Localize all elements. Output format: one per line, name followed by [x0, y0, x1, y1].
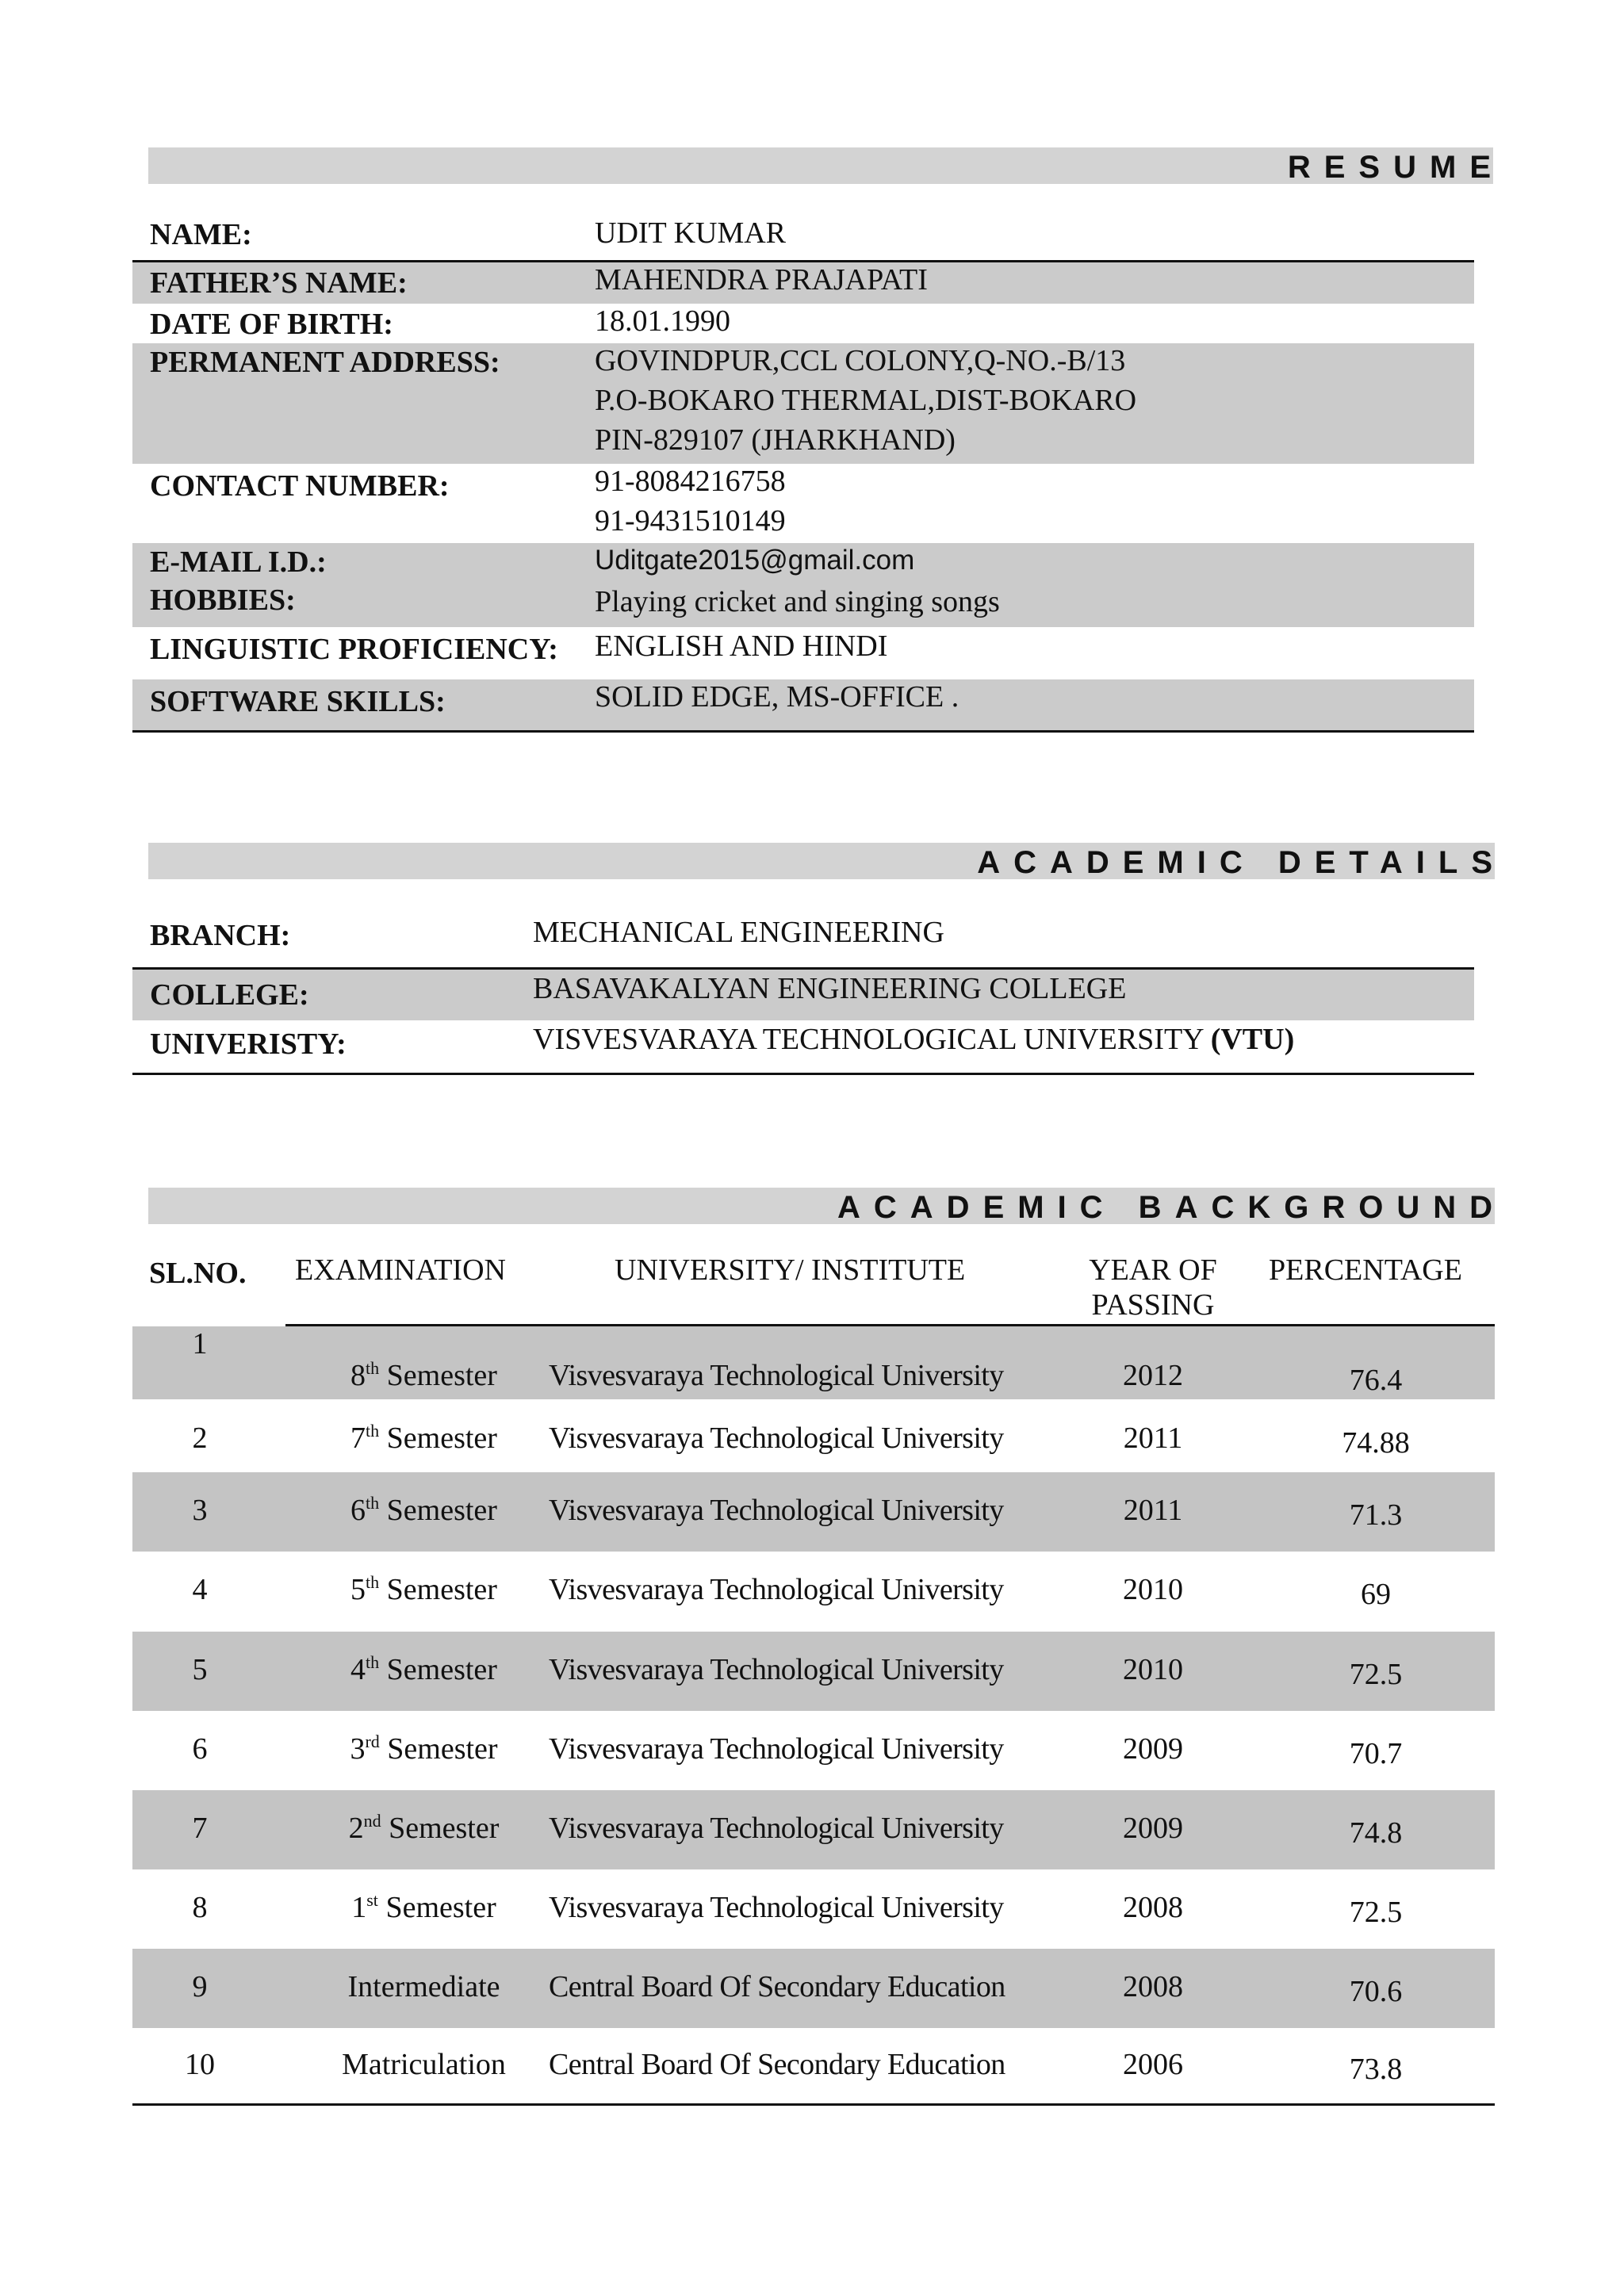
cell-examination: [311, 1493, 537, 1528]
cell-year: 2010: [1123, 1653, 1183, 1686]
resume-header-bar: [148, 147, 1504, 185]
exam-number: 4: [350, 1653, 366, 1686]
address-label: PERMANENT ADDRESS:: [150, 346, 500, 379]
exam-text: Semester: [379, 1573, 497, 1606]
table-row: [132, 1949, 1495, 2028]
cell-sl-no: 10: [185, 2048, 215, 2081]
col-header-percentage: PERCENTAGE: [1269, 1253, 1462, 1287]
cell-institute: Visvesvaraya Technological University: [549, 1494, 1004, 1527]
name-row: [132, 212, 1474, 262]
exam-text: Semester: [379, 1653, 497, 1686]
cell-percentage: 72.5: [1349, 1658, 1403, 1691]
hobbies-value: Playing cricket and singing songs: [595, 585, 1000, 618]
academic-background-title: ACADEMIC BACKGROUND: [837, 1190, 1506, 1225]
contact-label: CONTACT NUMBER:: [150, 469, 450, 503]
name-value: UDIT KUMAR: [595, 216, 787, 250]
hobbies-label: HOBBIES:: [150, 584, 296, 617]
contact-line-1: 91-8084216758: [595, 465, 786, 498]
software-row: [132, 679, 1474, 730]
cell-examination: [311, 1652, 537, 1687]
cell-year: 2011: [1123, 1422, 1183, 1455]
cell-examination: [311, 1572, 537, 1607]
address-line-3: PIN-829107 (JHARKHAND): [595, 423, 956, 457]
cell-examination: Matriculation: [342, 2048, 506, 2081]
academic-details-header-bar: [148, 843, 1506, 880]
table-row: [132, 1632, 1495, 1711]
academic-details-bottom-rule: [132, 1073, 1474, 1075]
table-row: [132, 1552, 1495, 1631]
college-value: BASAVAKALYAN ENGINEERING COLLEGE: [533, 972, 1127, 1005]
cell-examination: [311, 1421, 537, 1456]
exam-number: 3: [350, 1732, 366, 1766]
cell-institute: Central Board Of Secondary Education: [549, 2048, 1005, 2081]
table-bottom-rule: [132, 2103, 1495, 2106]
cell-percentage: 74.8: [1349, 1816, 1403, 1850]
cell-institute: Visvesvaraya Technological University: [549, 1891, 1004, 1924]
col-header-exam: EXAMINATION: [295, 1253, 506, 1287]
table-row: [132, 1711, 1495, 1790]
exam-number: 7: [350, 1422, 366, 1455]
cell-sl-no: 5: [192, 1653, 208, 1686]
cell-year: 2008: [1123, 1891, 1183, 1924]
cell-percentage: 71.3: [1349, 1498, 1403, 1532]
exam-text: Semester: [379, 1359, 497, 1392]
software-value: SOLID EDGE, MS-OFFICE .: [595, 680, 959, 714]
university-value: [533, 1022, 1294, 1057]
linguistic-value: ENGLISH AND HINDI: [595, 629, 888, 663]
cell-institute: Visvesvaraya Technological University: [549, 1812, 1004, 1845]
exam-number: 1: [351, 1891, 367, 1924]
father-label: FATHER’S NAME:: [150, 266, 408, 300]
dob-label: DATE OF BIRTH:: [150, 308, 393, 341]
linguistic-label: LINGUISTIC PROFICIENCY:: [150, 633, 558, 666]
cell-year: 2011: [1123, 1494, 1183, 1527]
personal-bottom-rule: [132, 730, 1474, 733]
cell-examination: [311, 1890, 537, 1925]
email-label: E-MAIL I.D.:: [150, 545, 327, 579]
exam-number: 2: [348, 1812, 364, 1845]
cell-percentage: 72.5: [1349, 1896, 1403, 1929]
address-line-1: GOVINDPUR,CCL COLONY,Q-NO.-B/13: [595, 344, 1126, 377]
exam-ordinal-suffix: th: [366, 1358, 380, 1378]
cell-institute: Visvesvaraya Technological University: [549, 1422, 1004, 1455]
exam-text: Semester: [379, 1732, 498, 1766]
cell-sl-no: 3: [192, 1494, 208, 1527]
university-label: UNIVERISTY:: [150, 1027, 347, 1061]
cell-percentage: 69: [1361, 1578, 1391, 1611]
table-row: [132, 1869, 1495, 1949]
branch-row: [132, 912, 1474, 967]
cell-year: 2012: [1123, 1359, 1183, 1392]
table-row: [132, 2028, 1495, 2103]
dob-value: 18.01.1990: [595, 304, 730, 338]
cell-examination: [311, 1732, 537, 1766]
exam-number: 6: [350, 1494, 366, 1527]
father-row: [132, 262, 1474, 304]
academic-background-header-bar: [148, 1188, 1506, 1225]
contact-row: [132, 464, 1474, 543]
branch-value: MECHANICAL ENGINEERING: [533, 916, 944, 949]
university-row: [132, 1020, 1474, 1073]
cell-year: 2010: [1123, 1573, 1183, 1606]
cell-examination: [311, 1358, 537, 1393]
exam-number: 8: [350, 1359, 366, 1392]
col-header-sl: SL.NO.: [149, 1257, 247, 1290]
cell-percentage: 70.6: [1349, 1975, 1403, 2008]
exam-ordinal-suffix: th: [366, 1493, 380, 1513]
email-hobbies-row: [132, 543, 1474, 627]
cell-percentage: 73.8: [1349, 2053, 1403, 2086]
father-value: MAHENDRA PRAJAPATI: [595, 263, 928, 297]
table-row: [132, 1326, 1495, 1399]
email-value: Uditgate2015@gmail.com: [595, 545, 915, 576]
exam-ordinal-suffix: nd: [363, 1811, 381, 1831]
cell-year: 2008: [1123, 1970, 1183, 2003]
cell-year: 2009: [1123, 1732, 1183, 1766]
exam-ordinal-suffix: st: [366, 1890, 378, 1910]
cell-institute: Visvesvaraya Technological University: [549, 1732, 1004, 1766]
cell-sl-no: 2: [192, 1422, 208, 1455]
address-row: [132, 343, 1474, 464]
exam-text: Semester: [379, 1422, 497, 1455]
col-header-institute: UNIVERSITY/ INSTITUTE: [615, 1253, 966, 1287]
cell-sl-no: 9: [192, 1970, 208, 2003]
exam-text: Semester: [379, 1494, 497, 1527]
exam-text: Semester: [381, 1812, 500, 1845]
col-header-year: [1055, 1253, 1251, 1322]
academic-details-title: ACADEMIC DETAILS: [977, 845, 1506, 880]
university-abbr: (VTU): [1210, 1023, 1295, 1056]
address-line-2: P.O-BOKARO THERMAL,DIST-BOKARO: [595, 384, 1137, 417]
cell-year: 2009: [1123, 1812, 1183, 1845]
contact-line-2: 91-9431510149: [595, 504, 786, 538]
cell-percentage: 74.88: [1342, 1426, 1410, 1460]
cell-sl-no: 7: [192, 1812, 208, 1845]
exam-ordinal-suffix: th: [366, 1421, 380, 1441]
exam-ordinal-suffix: th: [366, 1572, 380, 1592]
college-row: [132, 970, 1474, 1020]
cell-examination: Intermediate: [347, 1970, 500, 2003]
col-header-year-line1: YEAR OF: [1089, 1253, 1217, 1287]
cell-institute: Visvesvaraya Technological University: [549, 1573, 1004, 1606]
branch-label: BRANCH:: [150, 919, 291, 952]
exam-ordinal-suffix: th: [366, 1652, 380, 1672]
cell-institute: Visvesvaraya Technological University: [549, 1653, 1004, 1686]
cell-institute: Visvesvaraya Technological University: [549, 1359, 1004, 1392]
software-label: SOFTWARE SKILLS:: [150, 685, 446, 718]
table-row: [132, 1790, 1495, 1869]
cell-examination: [311, 1811, 537, 1846]
cell-sl-no: 6: [192, 1732, 208, 1766]
table-row: [132, 1472, 1495, 1552]
dob-row: [132, 304, 1474, 343]
col-header-year-line2: PASSING: [1091, 1288, 1215, 1322]
table-row: [132, 1407, 1495, 1472]
linguistic-row: [132, 627, 1474, 679]
cell-sl-no: 8: [192, 1891, 208, 1924]
exam-number: 5: [350, 1573, 366, 1606]
exam-ordinal-suffix: rd: [365, 1732, 380, 1751]
cell-year: 2006: [1123, 2048, 1183, 2081]
cell-sl-no: 4: [192, 1573, 208, 1606]
exam-text: Semester: [377, 1891, 496, 1924]
university-name: VISVESVARAYA TECHNOLOGICAL UNIVERSITY: [533, 1023, 1204, 1056]
resume-title: RESUME: [1287, 150, 1504, 185]
cell-percentage: 76.4: [1349, 1364, 1403, 1397]
cell-percentage: 70.7: [1349, 1737, 1403, 1770]
college-label: COLLEGE:: [150, 978, 309, 1012]
cell-sl-no: 1: [192, 1327, 208, 1360]
name-label: NAME:: [150, 218, 252, 251]
cell-institute: Central Board Of Secondary Education: [549, 1970, 1005, 2003]
